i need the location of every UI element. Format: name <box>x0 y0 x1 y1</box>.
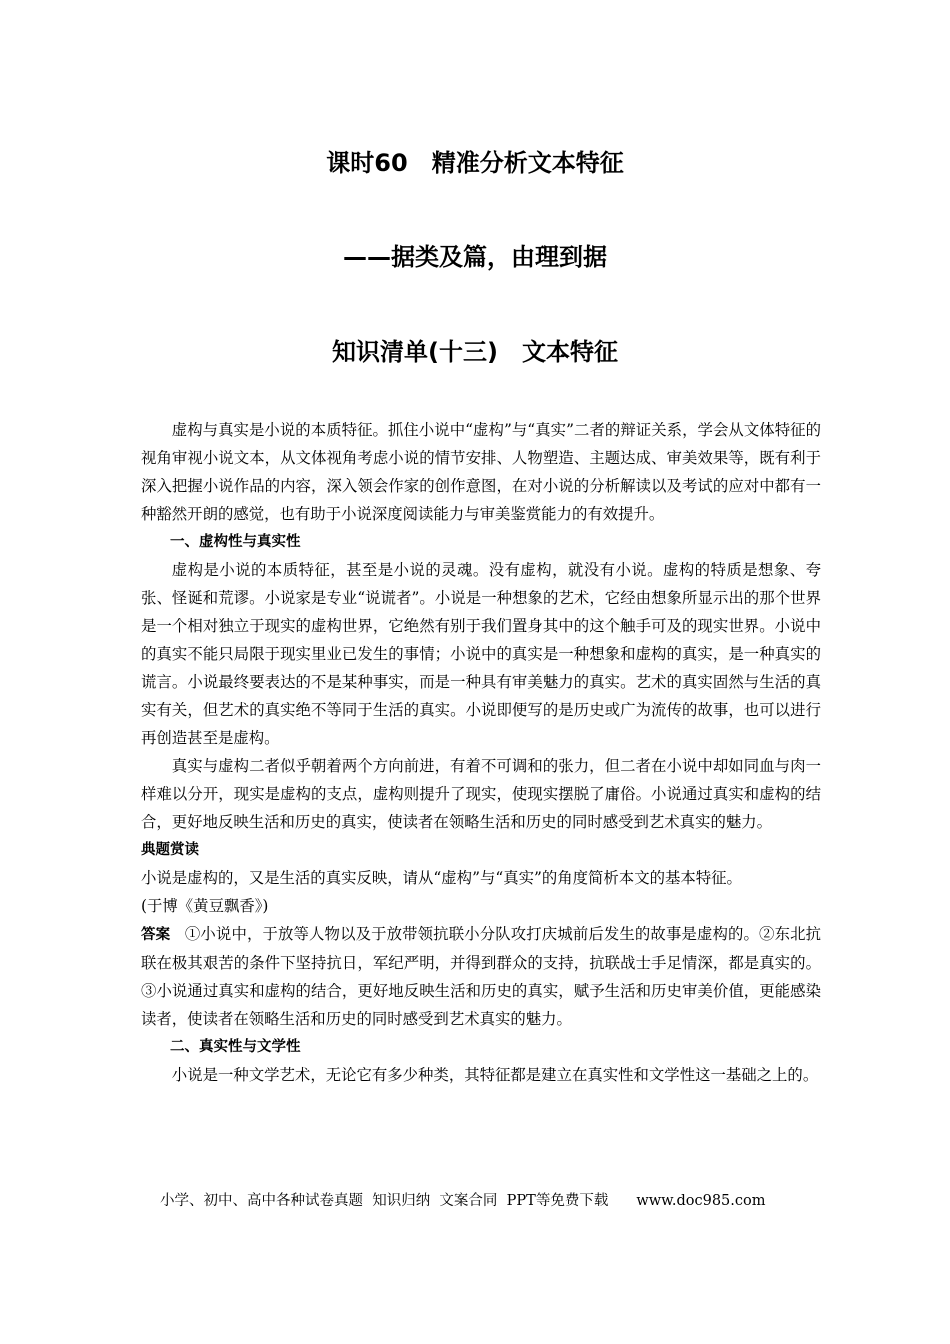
footer-url[interactable]: www.doc985.com <box>636 1193 766 1209</box>
section1-paragraph-2: 真实与虚构二者似乎朝着两个方向前进，有着不可调和的张力，但二者在小说中却如同血与肉一样难以分开，现实是虚构的支点，虚构则提升了现实，使现实摆脱了庸俗。小说通过真实和虚构的结合，更好地反映生活和历史的真实，使读者在领略生活和历史的同时感受到艺术真实的魅力。 <box>141 757 821 831</box>
example-source: (于博《黄豆飘香》) <box>141 897 269 915</box>
intro-paragraph: 虚构与真实是小说的本质特征。抓住小说中“虚构”与“真实”二者的辩证关系，学会从文体特征的视角审视小说文本，从文体视角考虑小说的情节安排、人物塑造、主题达成、审美效果等，既有利于深入把握小说作品的内容，深入领会作家的创作意图，在对小说的分析解读以及考试的应对中都有一种豁然开朗的感觉，也有助于小说深度阅读能力与审美鉴赏能力的有效提升。 <box>141 421 821 523</box>
page-footer <box>160 1188 840 1214</box>
section2-paragraph-1: 小说是一种文学艺术，无论它有多少种类，其特征都是建立在真实性和文学性这一基础之上的。 <box>171 1066 819 1084</box>
lesson-title: 课时60 精准分析文本特征 <box>326 149 624 177</box>
answer-label: 答案 <box>141 927 185 943</box>
section1-paragraph-1: 虚构是小说的本质特征，甚至是小说的灵魂。没有虚构，就没有小说。虚构的特质是想象、夸张、怪诞和荒谬。小说家是专业“说谎者”。小说是一种想象的艺术，它经由想象所显示出的那个世界是一个相对独立于现实的虚构世界，它绝然有别于我们置身其中的这个触手可及的现实世界。小说中的真实不能只局限于现实里业已发生的事情；小说中的真实是一种想象和虚构的真实，是一种真实的谎言。小说最终要表达的不是某种事实，而是一种具有审美魅力的真实。艺术的真实固然与生活的真实有关，但艺术的真实绝不等同于生活的真实。小说即便写的是历史或广为流传的故事，也可以进行再创造甚至是虚构。 <box>141 561 821 747</box>
lesson-subtitle: ——据类及篇，由理到据 <box>343 243 607 271</box>
answer-text: ①小说中，于放等人物以及于放带领抗联小分队攻打庆城前后发生的故事是虚构的。②东北抗联在极其艰苦的条件下坚持抗日，军纪严明，并得到群众的支持，抗联战士手足情深，都是真实的。③小说通过真实和虚构的结合，更好地反映生活和历史的真实，赋予生活和历史审美价值，更能感染读者，使读者在领略生活和历史的同时感受到艺术真实的魅力。 <box>141 925 821 1028</box>
document-body <box>141 416 821 1089</box>
section2-heading: 二、真实性与文学性 <box>170 1039 301 1055</box>
section1-heading: 一、虚构性与真实性 <box>170 534 301 550</box>
example-heading: 典题赏读 <box>141 842 199 858</box>
answer-paragraph <box>141 920 821 1033</box>
footer-text: 小学、初中、高中各种试卷真题 知识归纳 文案合同 PPT等免费下载 <box>160 1193 609 1209</box>
example-question: 小说是虚构的，又是生活的真实反映，请从“虚构”与“真实”的角度简析本文的基本特征。 <box>141 869 742 887</box>
knowledge-list-title: 知识清单(十三) 文本特征 <box>332 338 618 366</box>
